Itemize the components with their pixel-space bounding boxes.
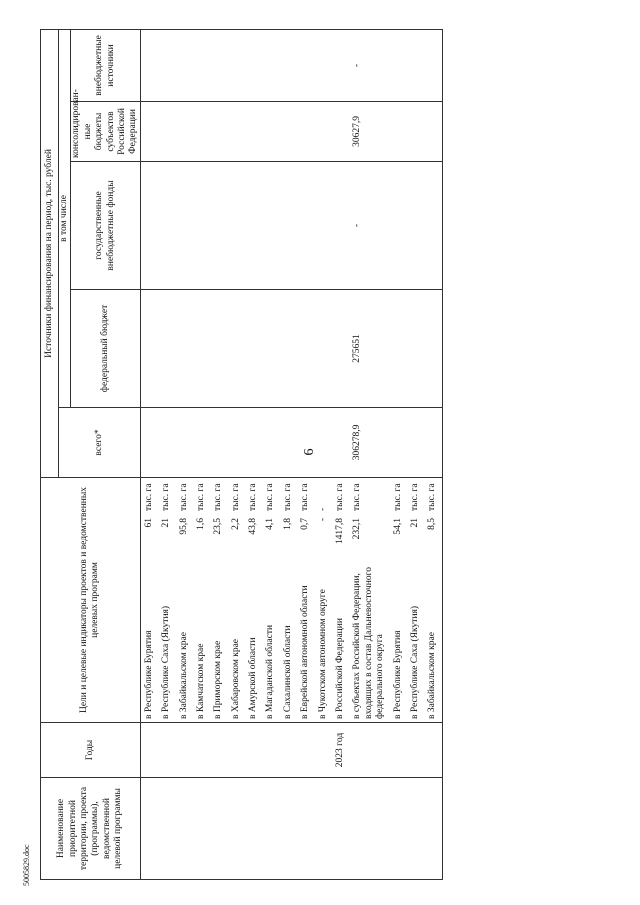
name-cell (158, 778, 175, 880)
total-cell (424, 407, 442, 477)
total-cell (407, 407, 424, 477)
indicator-value-cell: 21 (409, 518, 420, 528)
indicator-unit-cell: - (315, 477, 332, 514)
extra-cell (280, 29, 297, 101)
indicator-cell: в Амурской области (248, 637, 259, 719)
table-row (245, 29, 262, 879)
name-cell (315, 778, 332, 880)
indicator-cell: в Еврейской автономной области (300, 585, 311, 719)
state-funds-cell: - (349, 161, 389, 289)
financing-table (40, 29, 443, 880)
table-row (332, 29, 349, 879)
table-row (280, 29, 297, 879)
indicator-cell: в Забайкальском крае (178, 632, 189, 719)
indicator-unit-cell: тыс. га (280, 477, 297, 514)
regional-cell (315, 101, 332, 161)
regional-cell (280, 101, 297, 161)
state-funds-cell (210, 161, 227, 289)
state-funds-cell (140, 161, 158, 289)
indicator-cell: в Сахалинской области (282, 625, 293, 719)
federal-cell: 275651 (349, 289, 389, 407)
document-footer-id: 5005829.doc (22, 844, 31, 886)
state-funds-cell (332, 161, 349, 289)
indicator-unit-cell: тыс. га (176, 477, 193, 514)
indicator-cell: в Республике Саха (Якутия) (161, 605, 172, 719)
table-row (315, 29, 332, 879)
indicator-unit-cell: тыс. га (193, 477, 210, 514)
name-cell (210, 778, 227, 880)
header-total: всего* (59, 407, 141, 477)
federal-cell (210, 289, 227, 407)
name-cell (390, 778, 407, 880)
indicator-value-cell: 232,1 (352, 518, 363, 540)
name-cell (262, 778, 279, 880)
year-cell (158, 723, 175, 778)
total-cell (193, 407, 210, 477)
total-cell (245, 407, 262, 477)
total-cell (140, 407, 158, 477)
header-regional: консолидирован-ные бюджеты субъектов Российской Федерации (71, 101, 140, 161)
extra-cell (262, 29, 279, 101)
table-row (140, 29, 158, 879)
header-name: Наименование приоритетной территории, проекта (программы), ведомственной целевой программы (41, 778, 141, 880)
federal-cell (280, 289, 297, 407)
indicator-unit-cell: тыс. га (390, 477, 407, 514)
header-inclusive: в том числе (59, 29, 71, 407)
state-funds-cell (158, 161, 175, 289)
state-funds-cell (262, 161, 279, 289)
table-row (407, 29, 424, 879)
state-funds-cell (390, 161, 407, 289)
state-funds-cell (228, 161, 245, 289)
name-cell (407, 778, 424, 880)
table-row (193, 29, 210, 879)
year-cell: 2023 год (332, 723, 349, 778)
total-cell (210, 407, 227, 477)
name-cell (193, 778, 210, 880)
total-cell (280, 407, 297, 477)
extra-cell (332, 29, 349, 101)
name-cell (228, 778, 245, 880)
indicator-unit-cell: тыс. га (140, 477, 158, 514)
year-cell (193, 723, 210, 778)
federal-cell (424, 289, 442, 407)
state-funds-cell (315, 161, 332, 289)
federal-cell (262, 289, 279, 407)
state-funds-cell (193, 161, 210, 289)
table-row (176, 29, 193, 879)
state-funds-cell (176, 161, 193, 289)
table-row (228, 29, 245, 879)
federal-cell (390, 289, 407, 407)
header-state-funds: государственные внебюджетные фонды (71, 161, 140, 289)
total-cell (228, 407, 245, 477)
extra-cell (228, 29, 245, 101)
year-cell (297, 723, 314, 778)
year-cell (349, 723, 389, 778)
extra-cell (407, 29, 424, 101)
year-cell (280, 723, 297, 778)
indicator-unit-cell: тыс. га (228, 477, 245, 514)
year-cell (245, 723, 262, 778)
indicator-cell: в Приморском крае (213, 640, 224, 719)
state-funds-cell (245, 161, 262, 289)
name-cell (280, 778, 297, 880)
regional-cell (332, 101, 349, 161)
indicator-value-cell: 2,2 (230, 518, 241, 530)
table-row (349, 29, 389, 879)
total-cell (176, 407, 193, 477)
indicator-value-cell: 95,8 (178, 518, 189, 535)
federal-cell (297, 289, 314, 407)
total-cell: 306278,9 (349, 407, 389, 477)
indicator-unit-cell: тыс. га (297, 477, 314, 514)
extra-cell (176, 29, 193, 101)
indicator-value-cell: 43,8 (248, 518, 259, 535)
indicator-cell: в Чукотском автономном округе (317, 589, 328, 719)
indicator-unit-cell: тыс. га (210, 477, 227, 514)
indicator-cell: в Хабаровском крае (230, 638, 241, 719)
extra-cell (193, 29, 210, 101)
year-cell (176, 723, 193, 778)
state-funds-cell (280, 161, 297, 289)
year-cell (228, 723, 245, 778)
total-cell (315, 407, 332, 477)
extra-cell (390, 29, 407, 101)
extra-cell (158, 29, 175, 101)
extra-cell (245, 29, 262, 101)
name-cell (176, 778, 193, 880)
indicator-unit-cell: тыс. га (407, 477, 424, 514)
federal-cell (176, 289, 193, 407)
extra-cell (315, 29, 332, 101)
year-cell (315, 723, 332, 778)
header-extra: внебюджетные источники (71, 29, 140, 101)
federal-cell (407, 289, 424, 407)
table-row (390, 29, 407, 879)
indicator-value-cell: 23,5 (213, 518, 224, 535)
name-cell (297, 778, 314, 880)
federal-cell (315, 289, 332, 407)
table-row (424, 29, 442, 879)
indicator-value-cell: 1,6 (195, 518, 206, 530)
extra-cell (210, 29, 227, 101)
indicator-unit-cell: тыс. га (349, 477, 389, 514)
header-indicators: Цели и целевые индикаторы проектов и ведомственных целевых программ (41, 477, 141, 722)
year-cell (407, 723, 424, 778)
federal-cell (228, 289, 245, 407)
extra-cell (140, 29, 158, 101)
state-funds-cell (407, 161, 424, 289)
indicator-cell: в Камчатском крае (195, 643, 206, 719)
total-cell (158, 407, 175, 477)
federal-cell (140, 289, 158, 407)
regional-cell (210, 101, 227, 161)
total-cell (332, 407, 349, 477)
regional-cell (228, 101, 245, 161)
indicator-unit-cell: тыс. га (245, 477, 262, 514)
table-row (297, 29, 314, 879)
header-federal: федеральный бюджет (71, 289, 140, 407)
page-number: 6 (302, 448, 317, 456)
regional-cell (390, 101, 407, 161)
year-cell (424, 723, 442, 778)
state-funds-cell (297, 161, 314, 289)
indicator-value-cell: 61 (143, 518, 154, 528)
regional-cell (158, 101, 175, 161)
regional-cell (193, 101, 210, 161)
indicator-value-cell: 8,5 (424, 515, 442, 553)
name-cell (424, 778, 442, 880)
regional-cell (140, 101, 158, 161)
indicator-cell: в Республике Бурятия (392, 630, 403, 719)
indicator-cell: в субъектах Российской Федерации, входящих в состав Дальневосточного федерального округа (352, 566, 386, 719)
indicator-unit-cell: тыс. га (424, 477, 442, 514)
regional-cell: 30627,9 (349, 101, 389, 161)
regional-cell (407, 101, 424, 161)
indicator-value-cell: - (317, 518, 328, 522)
indicator-cell: в Республике Бурятия (143, 630, 154, 719)
header-years: Годы (41, 723, 141, 778)
year-cell (140, 723, 158, 778)
indicator-unit-cell: тыс. га (332, 477, 349, 514)
table-body (140, 29, 442, 879)
regional-cell (297, 101, 314, 161)
regional-cell (262, 101, 279, 161)
indicator-unit-cell: тыс. га (262, 477, 279, 514)
indicator-cell: в Забайкальском крае (424, 553, 442, 723)
extra-cell (297, 29, 314, 101)
regional-cell (424, 101, 442, 161)
indicator-value-cell: 0,7 (300, 518, 311, 530)
federal-cell (193, 289, 210, 407)
federal-cell (245, 289, 262, 407)
name-cell (245, 778, 262, 880)
year-cell (390, 723, 407, 778)
indicator-value-cell: 1,8 (282, 518, 293, 530)
regional-cell (176, 101, 193, 161)
regional-cell (245, 101, 262, 161)
total-cell (390, 407, 407, 477)
indicator-cell: в Республике Саха (Якутия) (409, 605, 420, 719)
year-cell (210, 723, 227, 778)
indicator-value-cell: 54,1 (392, 518, 403, 535)
indicator-unit-cell: тыс. га (158, 477, 175, 514)
indicator-value-cell: 4,1 (265, 518, 276, 530)
name-cell (332, 778, 349, 880)
name-cell (140, 778, 158, 880)
state-funds-cell (424, 161, 442, 289)
federal-cell (158, 289, 175, 407)
name-cell (349, 778, 389, 880)
indicator-cell: в Магаданской области (265, 624, 276, 719)
total-cell (297, 407, 314, 477)
extra-cell (424, 29, 442, 101)
indicator-value-cell: 21 (161, 518, 172, 528)
header-sources: Источники финансирования на период, тыс. рублей (41, 29, 59, 477)
year-cell (262, 723, 279, 778)
extra-cell: - (349, 29, 389, 101)
table-row (210, 29, 227, 879)
table-row (158, 29, 175, 879)
indicator-cell: в Российской Федерации (335, 618, 346, 719)
indicator-value-cell: 1417,8 (335, 518, 346, 545)
total-cell (262, 407, 279, 477)
federal-cell (332, 289, 349, 407)
table-row (262, 29, 279, 879)
rotated-table-container (40, 30, 612, 880)
